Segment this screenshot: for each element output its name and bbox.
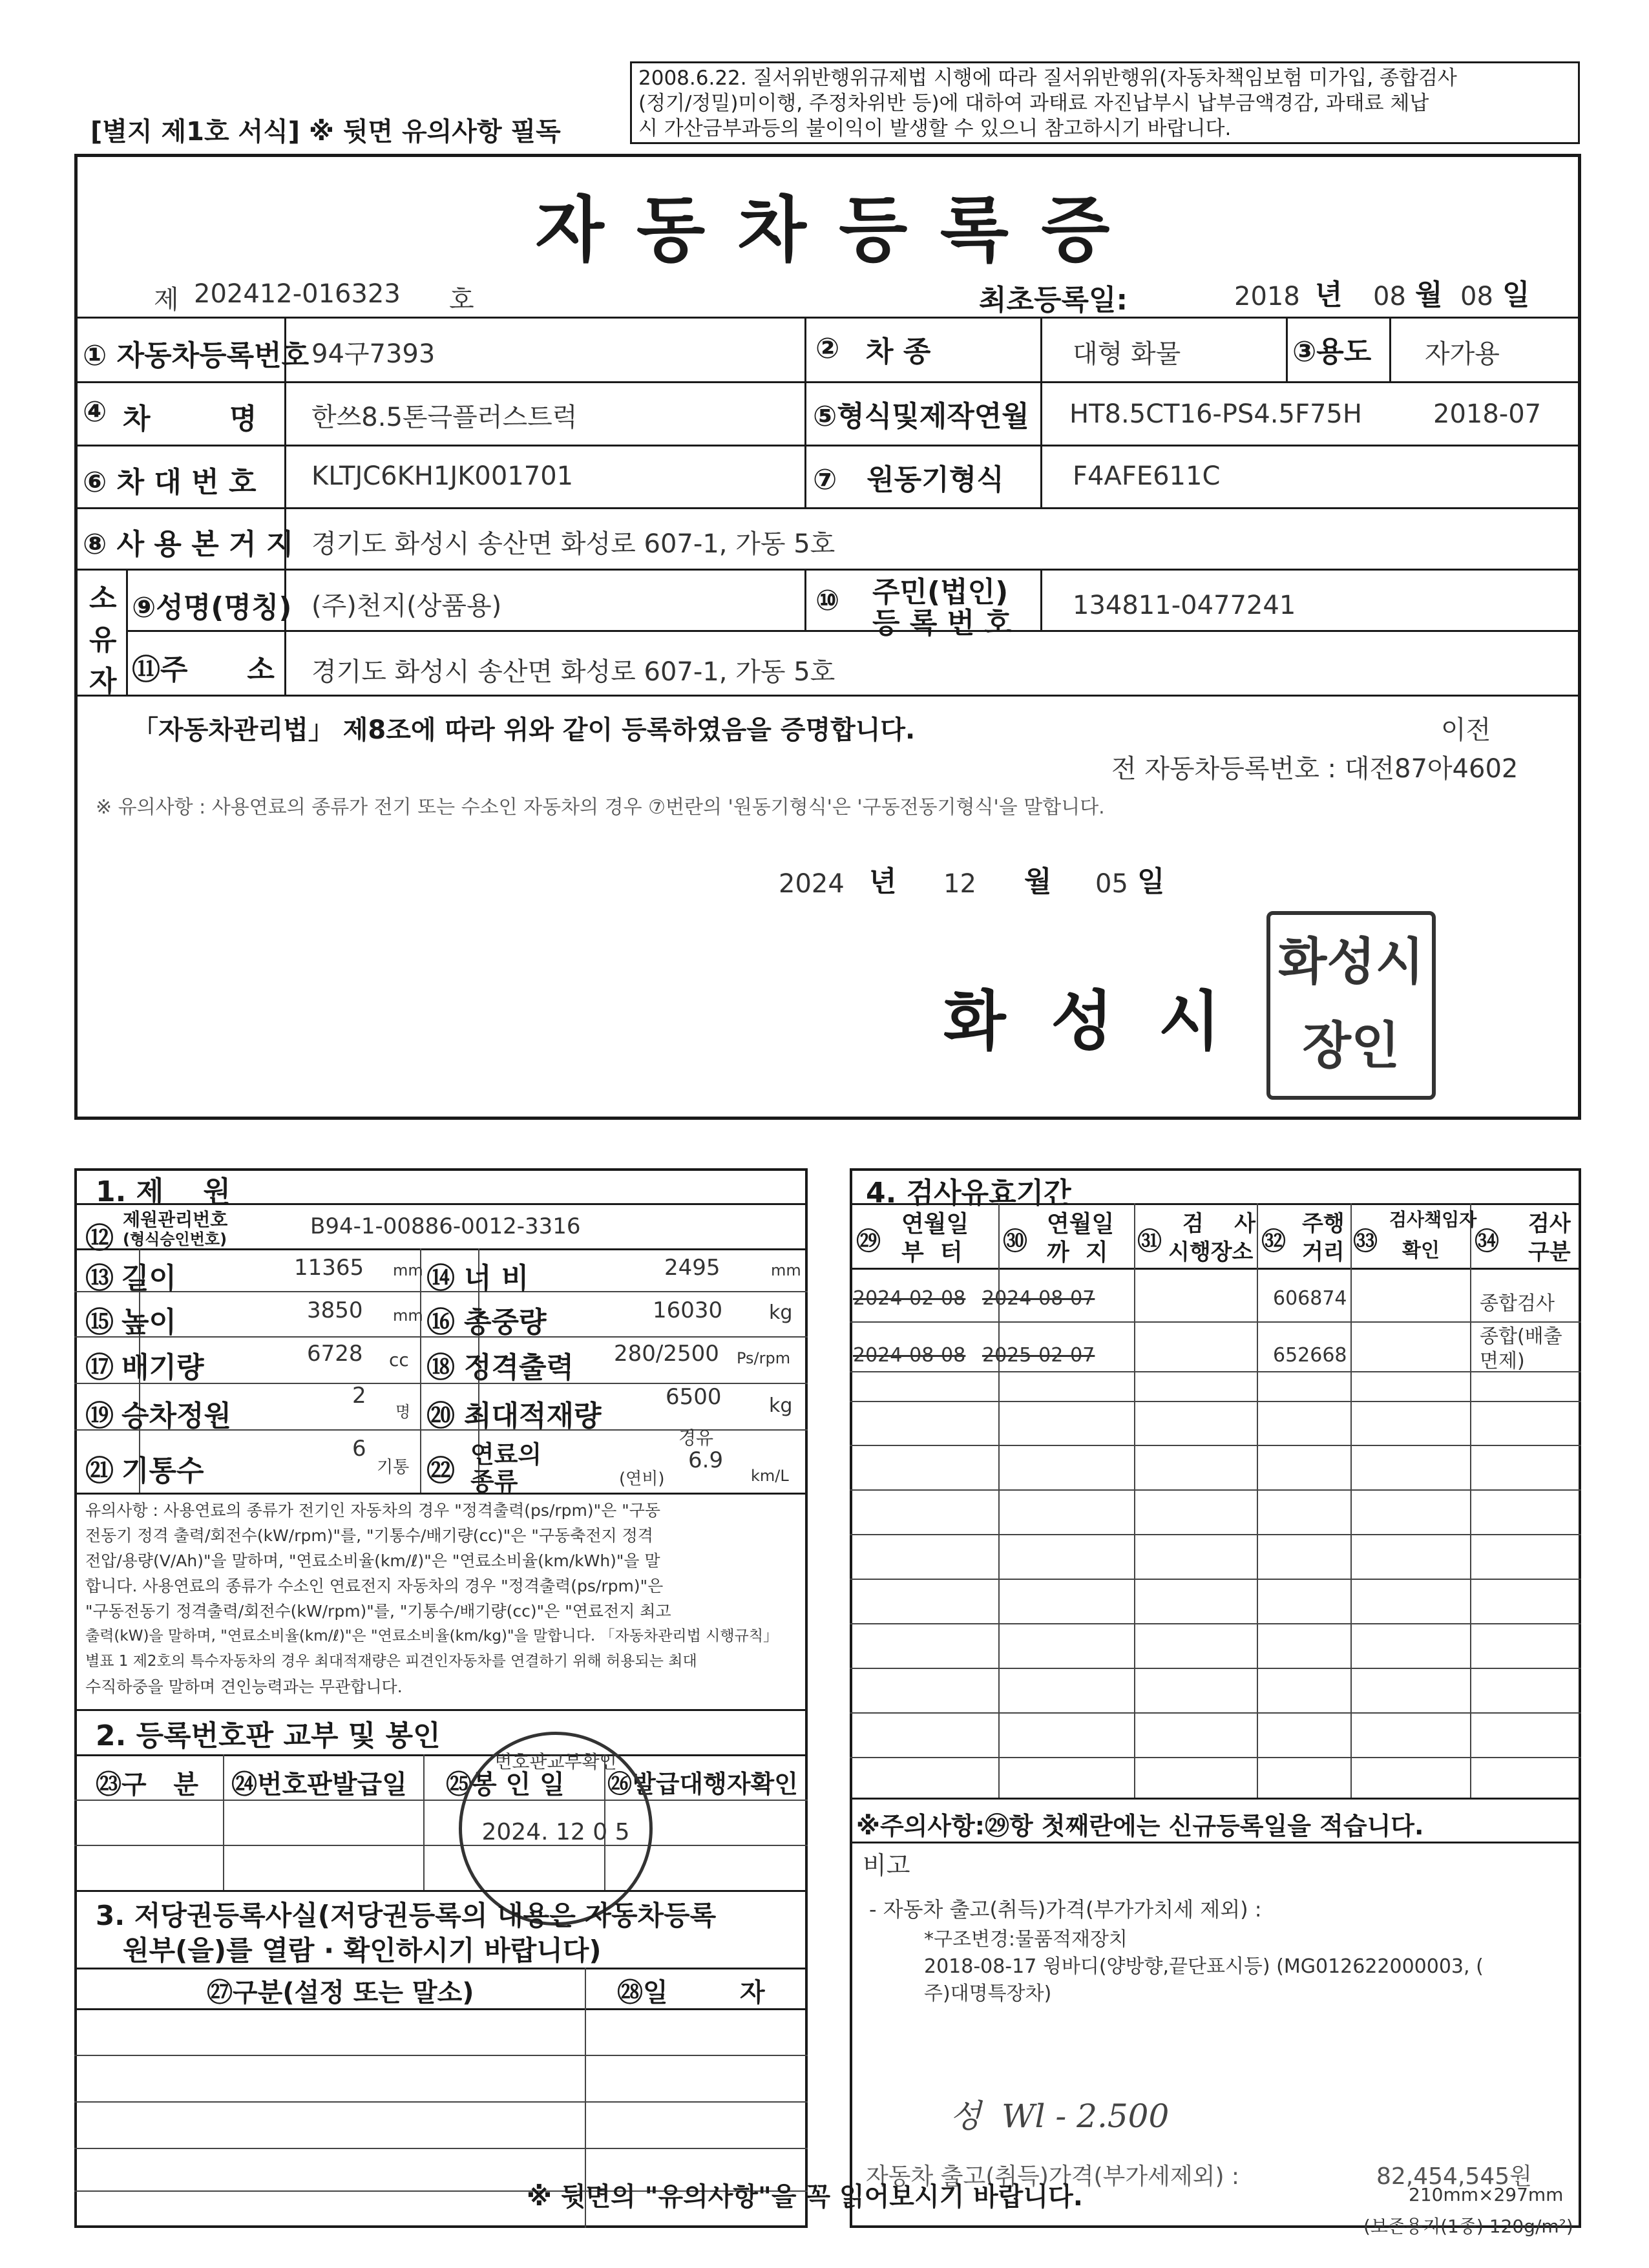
eff-unit: km/L [751, 1467, 789, 1485]
spec-num-22: ㉒ [426, 1454, 455, 1487]
width-unit: mm [771, 1261, 801, 1279]
city-seal [1266, 911, 1436, 1100]
type-label: 차 종 [866, 335, 931, 368]
first-reg-month: 08 [1373, 282, 1406, 311]
specs-note-line: 전동기 정격 출력/회전수(kW/rpm)"를, "기통수/배기량(cc)"은 "구동축전지 정격 [85, 1526, 653, 1545]
specs-note-line: 전압/용량(V/Ah)"을 말하며, "연료소비율(km/ℓ)"은 "연료소비율(km/kWh)"을 말 [85, 1551, 660, 1570]
year-char: 년 [1315, 278, 1343, 311]
bottom-note: ※ 뒷면의 "유의사항"을 꼭 읽어보시기 바랍니다. [527, 2182, 1083, 2212]
length: 11365 [294, 1255, 364, 1281]
insp-h-to-1: 연월일 [1047, 1211, 1115, 1237]
insp-h-place-2: 시행장소 [1168, 1239, 1254, 1265]
vehicle-type: 대형 화물 [1073, 339, 1181, 369]
specs-title: 1. 제 원 [96, 1175, 231, 1208]
paper-type: (보존용지(1종) 120g/m²) [1363, 2216, 1573, 2237]
eff-label: (연비) [619, 1469, 665, 1489]
corp-reg-no: 134811-0477241 [1073, 591, 1296, 620]
certificate-title: 자 동 차 등 록 증 [535, 188, 1114, 271]
owner-name-label: ⑨성명(명칭) [132, 591, 292, 624]
insp-h-kind-1: 검사 [1528, 1211, 1571, 1237]
owner-address: 경기도 화성시 송산면 화성로 607-1, 가동 5호 [311, 657, 835, 687]
spec-num-19: ⑲ [85, 1400, 114, 1433]
insp-h-km-1: 주행 [1302, 1211, 1345, 1237]
remarks-line-4: 주)대명특장차) [924, 1982, 1052, 2005]
insp-row1-kind: 종합검사 [1480, 1292, 1555, 1315]
cert-number: 202412-016323 [194, 279, 401, 309]
insp-h-resp-2: 확인 [1402, 1239, 1440, 1262]
spec-num-12: ⑫ [85, 1222, 114, 1255]
specs-note-line: 합니다. 사용연료의 종류가 수소인 연료전지 자동차의 경우 "정격출력(ps/rpm)"은 [85, 1577, 664, 1595]
owner-side-2: 유 [89, 624, 117, 656]
lien-title-1: 3. 저당권등록사실(저당권등록의 내용은 자동차등록 [96, 1900, 717, 1931]
spec-num-18: ⑱ [426, 1351, 455, 1384]
disp-unit: cc [389, 1349, 409, 1370]
certify-text: 「자동차관리법」 제8조에 따라 위와 같이 등록하였음을 증명합니다. [132, 715, 916, 745]
first-reg-year: 2018 [1234, 282, 1300, 311]
plates-header-agent: ㉖발급대행자확인 [607, 1770, 798, 1798]
remarks-label: 비고 [863, 1851, 910, 1880]
insp-h-num-30: ㉚ [1003, 1227, 1028, 1255]
spec-num-21: ㉑ [85, 1454, 114, 1487]
insp-h-num-29: ㉙ [856, 1227, 881, 1255]
cert-number-suffix: 호 [449, 285, 474, 315]
insp-h-from-1: 연월일 [901, 1211, 969, 1237]
height-unit: mm [393, 1307, 423, 1325]
specs-note-line: 별표 1 제2호의 특수자동차의 경우 최대적재량은 피견인자동차를 연결하기 위해 허용되는 최대 [85, 1653, 697, 1670]
corp-label-2: 등 록 번 호 [872, 607, 1012, 640]
insp-h-from-2: 부 터 [901, 1239, 963, 1266]
engine-label: ⑦ 원동기형식 [813, 463, 1004, 496]
vehicle-name: 한쓰8.5톤극플러스트럭 [311, 403, 578, 432]
spec-num-13: ⑬ [85, 1262, 114, 1295]
fuel-label-1: 연료의 [470, 1440, 542, 1469]
height-label: 높이 [121, 1306, 177, 1339]
name-label-num: ④ [83, 395, 107, 428]
gross-weight: 16030 [653, 1297, 723, 1323]
insp-h-num-33: ㉝ [1353, 1227, 1378, 1255]
gross-unit: kg [769, 1301, 793, 1324]
length-label: 길이 [121, 1262, 177, 1295]
insp-h-num-34: ㉞ [1475, 1227, 1500, 1255]
base-label: ⑧ 사 용 본 거 지 [83, 528, 294, 561]
power-label: 정격출력 [464, 1351, 574, 1384]
day-char: 일 [1502, 278, 1530, 311]
insp-h-num-32: ㉜ [1261, 1227, 1287, 1255]
insp-row2-to: 2025-02-07 [982, 1344, 1095, 1367]
plates-title: 2. 등록번호판 교부 및 봉인 [96, 1719, 441, 1752]
reg-no-label: ① 자동차등록번호 [83, 339, 310, 372]
model: HT8.5CT16-PS4.5F75H [1069, 399, 1362, 429]
prev-reg-no: 전 자동차등록번호 : 대전87아4602 [1111, 754, 1518, 784]
insp-row2-kind: 종합(배출 면제) [1480, 1325, 1562, 1372]
insp-row2-km: 652668 [1273, 1344, 1347, 1367]
first-reg-label: 최초등록일: [979, 284, 1128, 317]
insp-h-resp-1: 검사책임자 [1389, 1209, 1477, 1230]
certificate-note: ※ 유의사항 : 사용연료의 종류가 전기 또는 수소인 자동차의 경우 ⑦번란의 '원동기형식'은 '구동전동기형식'을 말합니다. [96, 796, 1105, 819]
insp-h-to-2: 까 지 [1047, 1239, 1108, 1266]
remarks-line-3: 2018-08-17 윙바디(양방향,끝단표시등) (MG012622000003, ( [924, 1955, 1484, 1978]
plates-header-seal-date: ㉕봉 인 일 [446, 1770, 565, 1800]
specs-note-line: 수직하중을 말하며 견인능력과는 무관합니다. [85, 1677, 403, 1696]
insp-h-place-1: 검 사 [1182, 1211, 1256, 1237]
spec-num-15: ⑮ [85, 1306, 114, 1339]
owner-side-3: 자 [89, 665, 117, 698]
width: 2495 [664, 1255, 720, 1281]
notice-line: (정기/정밀)미이행, 주정차위반 등)에 대하여 과태료 자진납부시 납부금액경감, 과태료 체납 [638, 92, 1429, 115]
seal-text-top: 화성시 [1277, 932, 1425, 991]
seal-text-bottom: 장인 [1302, 1016, 1400, 1075]
remarks-line-1: - 자동차 출고(취득)가격(부가가치세 제외) : [869, 1897, 1262, 1922]
inspection-footer-note: ※주의사항:㉙항 첫째란에는 신규등록일을 적습니다. [856, 1812, 1424, 1840]
vin: KLTJC6KH1JK001701 [311, 461, 574, 491]
month-char: 월 [1415, 278, 1443, 311]
power: 280/2500 [614, 1341, 719, 1367]
name-label: 차 명 [123, 403, 257, 436]
length-unit: mm [393, 1261, 423, 1279]
first-reg-day: 08 [1460, 282, 1493, 311]
issue-day: 05 [1095, 869, 1128, 899]
engine-type: F4AFE611C [1073, 461, 1221, 491]
insp-row1-from: 2024-02-08 [853, 1287, 966, 1310]
insp-row2-from: 2024-08-08 [853, 1344, 966, 1367]
issue-day-char: 일 [1137, 865, 1165, 898]
plates-header-kind: ㉓구 분 [96, 1770, 199, 1800]
form-label: [별지 제1호 서식] ※ 뒷면 유의사항 필독 [90, 117, 561, 147]
lien-title-2: 원부(을)를 열람 · 확인하시기 바랍니다) [123, 1935, 602, 1966]
specs-note-line: "구동전동기 정격출력/회전수(kW/rpm)"를, "기통수/배기량(cc)"은 "연료전지 최고 [85, 1602, 671, 1621]
prev-label: 이전 [1441, 715, 1491, 745]
reg-no: 94구7393 [311, 339, 436, 369]
width-label: 너 비 [464, 1262, 529, 1295]
cylinders: 6 [352, 1436, 366, 1462]
disp-label: 배기량 [121, 1351, 204, 1384]
height: 3850 [307, 1297, 363, 1323]
plates-header-issue-date: ㉔번호판발급일 [231, 1770, 407, 1800]
mgmt-no: B94-1-00886-0012-3316 [310, 1213, 581, 1239]
issuer: 화 성 시 [943, 983, 1221, 1059]
inspection-title: 4. 검사유효기간 [866, 1177, 1071, 1210]
spec-num-14: ⑭ [426, 1262, 455, 1295]
corp-label-num: ⑩ [815, 584, 840, 617]
fuel-type: 경유 [678, 1427, 714, 1449]
notice-box [630, 61, 1580, 144]
payload: 6500 [666, 1384, 722, 1410]
type-label-num: ② [815, 332, 840, 365]
model-date: 2018-07 [1433, 399, 1542, 429]
owner-name: (주)천지(상품용) [311, 591, 502, 621]
specs-note-line: 출력(kW)을 말하며, "연료소비율(km/ℓ)"은 "연료소비율(km/kg)"을 말합니다. 「자동차관리법 시행규칙」 [85, 1628, 779, 1644]
mgmt-label-2: (형식승인번호) [123, 1230, 227, 1248]
fuel-efficiency: 6.9 [688, 1447, 724, 1473]
power-unit: Ps/rpm [737, 1349, 791, 1367]
cyl-unit: 기통 [377, 1458, 410, 1477]
payload-unit: kg [769, 1394, 793, 1417]
use-label: ③용도 [1292, 335, 1372, 368]
seats-unit: 명 [395, 1403, 411, 1421]
insp-h-km-2: 거리 [1302, 1239, 1345, 1265]
spec-num-16: ⑯ [426, 1306, 455, 1339]
cert-number-prefix: 제 [154, 285, 179, 315]
price-label: 자동차 출고(취득)가격(부가세제외) : [866, 2163, 1240, 2190]
cyl-label: 기통수 [121, 1454, 204, 1487]
notice-line: 시 가산금부과등의 불이익이 발생할 수 있으니 참고하시기 바랍니다. [638, 117, 1232, 140]
owner-side-1: 소 [89, 582, 117, 615]
issue-month: 12 [943, 869, 976, 899]
addr-label: ⑪주 소 [132, 653, 275, 686]
fuel-label-2: 종류 [470, 1467, 518, 1496]
vin-label: ⑥ 차 대 번 호 [83, 466, 257, 499]
insp-row1-km: 606874 [1273, 1287, 1347, 1310]
handwritten-note: 성 Wl - 2.500 [950, 2097, 1170, 2135]
notice-line: 2008.6.22. 질서위반행위규제법 시행에 따라 질서위반행위(자동차책임보험 미가입, 종합검사 [638, 67, 1457, 90]
seats-label: 승차정원 [121, 1400, 232, 1433]
issue-year-char: 년 [869, 865, 897, 898]
stamp-date: 2024. 12 0 5 [481, 1819, 630, 1845]
vehicle-use: 자가용 [1425, 339, 1500, 369]
seats: 2 [352, 1383, 366, 1409]
price: 82,454,545원 [1376, 2163, 1532, 2190]
displacement: 6728 [307, 1341, 363, 1367]
model-label: ⑤형식및제작연월 [813, 400, 1029, 433]
lien-header-kind: ㉗구분(설정 또는 말소) [207, 1978, 474, 2008]
insp-h-num-31: ㉛ [1137, 1227, 1162, 1255]
insp-row1-to: 2024-08-07 [982, 1287, 1095, 1310]
base-address: 경기도 화성시 송산면 화성로 607-1, 가동 5호 [311, 529, 835, 559]
payload-label: 최대적재량 [464, 1400, 602, 1433]
issue-month-char: 월 [1024, 865, 1052, 898]
lien-header-date: ㉘일 자 [617, 1978, 765, 2008]
specs-note [85, 1498, 803, 1699]
remarks-line-2: *구조변경:물품적재장치 [924, 1928, 1128, 1951]
corp-label-1: 주민(법인) [872, 576, 1009, 609]
paper-size: 210mm×297mm [1409, 2184, 1564, 2205]
mgmt-label-1: 제원관리번호 [123, 1209, 228, 1230]
spec-num-20: ⑳ [426, 1400, 455, 1433]
gross-label: 총중량 [464, 1306, 547, 1339]
inspection-box [850, 1168, 1581, 2228]
issue-year: 2024 [779, 869, 845, 899]
stamp-top-text: 번호판교부확인 [494, 1751, 617, 1772]
specs-note-line: 유의사항 : 사용연료의 종류가 전기인 자동차의 경우 "정격출력(ps/rpm)"은 "구동 [85, 1501, 661, 1520]
spec-num-17: ⑰ [85, 1351, 114, 1384]
insp-h-kind-2: 구분 [1528, 1239, 1571, 1265]
